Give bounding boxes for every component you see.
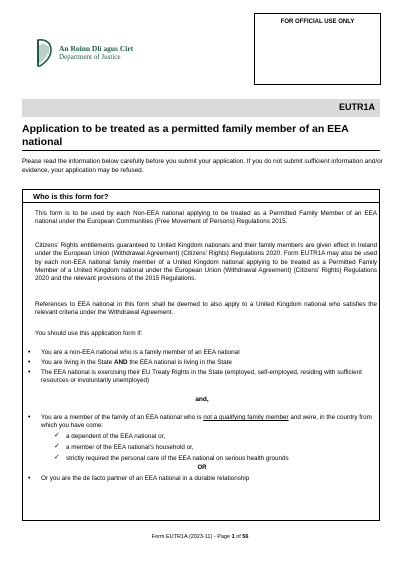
check-item-household (54, 444, 374, 452)
bullet-de-facto-partner (28, 475, 378, 483)
and-separator: and, (195, 396, 209, 403)
bullet-text: The EEA national is exercising their EU Treaty Rights in the State (employed, self-employed, residing with sufficient resources or involuntarily unemployed) (41, 369, 362, 385)
bullet-icon: • (28, 475, 31, 482)
bullet-living-in-state (28, 359, 378, 367)
bullet-text: You are a member of the family of an EEA national who is (41, 414, 204, 421)
check-item-personal-care (54, 455, 374, 463)
title-divider (22, 150, 380, 151)
bullet-icon: • (28, 414, 31, 421)
check-item-dependent (54, 433, 374, 441)
department-name (59, 44, 133, 62)
bullet-text: Or you are the de facto partner of an EEA national in a durable relationship (41, 475, 250, 482)
page-title: Application to be treated as a permitted family member of an EEA national (22, 123, 349, 148)
bullet-emphasis: AND (113, 359, 128, 366)
bullet-text: the EEA national is living in the State (127, 359, 232, 366)
form-code: EUTR1A (338, 102, 375, 112)
bullet-family-member (28, 414, 378, 431)
department-logo (34, 38, 133, 68)
check-text: a dependent of the EEA national or, (66, 433, 166, 440)
intro-text: Please read the information below carefully before you submit your application. If you do not submit sufficient information and/or evidence, your application may be refused. (22, 158, 383, 174)
paragraph-references: References to EEA national in this form shall be deemed to also apply to a United Kingdom national who satisfies the relevant criteria under the Withdrawal Agreement. (35, 301, 377, 317)
bullet-icon: • (28, 359, 31, 366)
paragraph-purpose: This form is to be used by each Non-EEA national applying to be treated as a Permitted Family Member of an EEA national under the European Communities (Free Movement of Persons) Regulations 2015. (35, 210, 377, 226)
harp-icon (34, 38, 54, 68)
department-name-english: Department of Justice (59, 53, 121, 61)
department-name-irish: An Roinn Dlí agus Cirt (59, 44, 134, 53)
paragraph-citizens-rights: Citizens' Rights entitlements guaranteed to United Kingdom nationals and their family members are given effect in Ireland under the European Union (Withdrawal Agreement) (Citizens' Rights) Regulations 2020. Form EUTR1A may also be used by each non-EEA national family member of a United Kingdom national applying to be treated as a Permitted Family Member of a United Kingdom national under the European Union (Withdrawal Agreement) (Citizens' Rights) Regulations 2020 and the relevant provisions of the 2015 Regulations. (35, 242, 377, 283)
bullet-text: and were, in the country from which you have come: (41, 414, 372, 430)
bullet-treaty-rights (28, 369, 378, 386)
bullet-text: You are living in the State (41, 359, 114, 366)
bullet-icon: • (28, 349, 31, 356)
checkmark-icon: ✓ (54, 454, 60, 461)
check-text: a member of the EEA national's household or, (66, 444, 194, 451)
who-is-this-form-for-section (22, 189, 380, 521)
footer-form-code: Form EUTR1A (2023-11) - Page (151, 534, 232, 540)
bullet-icon: • (28, 369, 31, 376)
paragraph-use-if: You should use this application form if: (35, 330, 143, 337)
official-use-box (254, 13, 381, 85)
footer-page-total: 56 (242, 534, 249, 540)
check-text: strictly required the personal care of the EEA national on serious health grounds (66, 455, 289, 462)
section-heading: Who is this form for? (23, 190, 379, 203)
bullet-underlined: not a qualifying family member (203, 414, 289, 421)
page-footer (0, 534, 400, 540)
or-separator: OR (197, 465, 207, 471)
footer-page-number: 1 (231, 534, 235, 540)
checkmark-icon: ✓ (54, 443, 60, 450)
form-code-bar (22, 99, 380, 117)
bullet-text: You are a non-EEA national who is a family member of an EEA national (41, 349, 240, 356)
official-use-label: FOR OFFICIAL USE ONLY (280, 19, 355, 25)
bullet-non-eea (28, 349, 378, 357)
checkmark-icon: ✓ (54, 432, 60, 439)
footer-of: of (234, 534, 243, 540)
